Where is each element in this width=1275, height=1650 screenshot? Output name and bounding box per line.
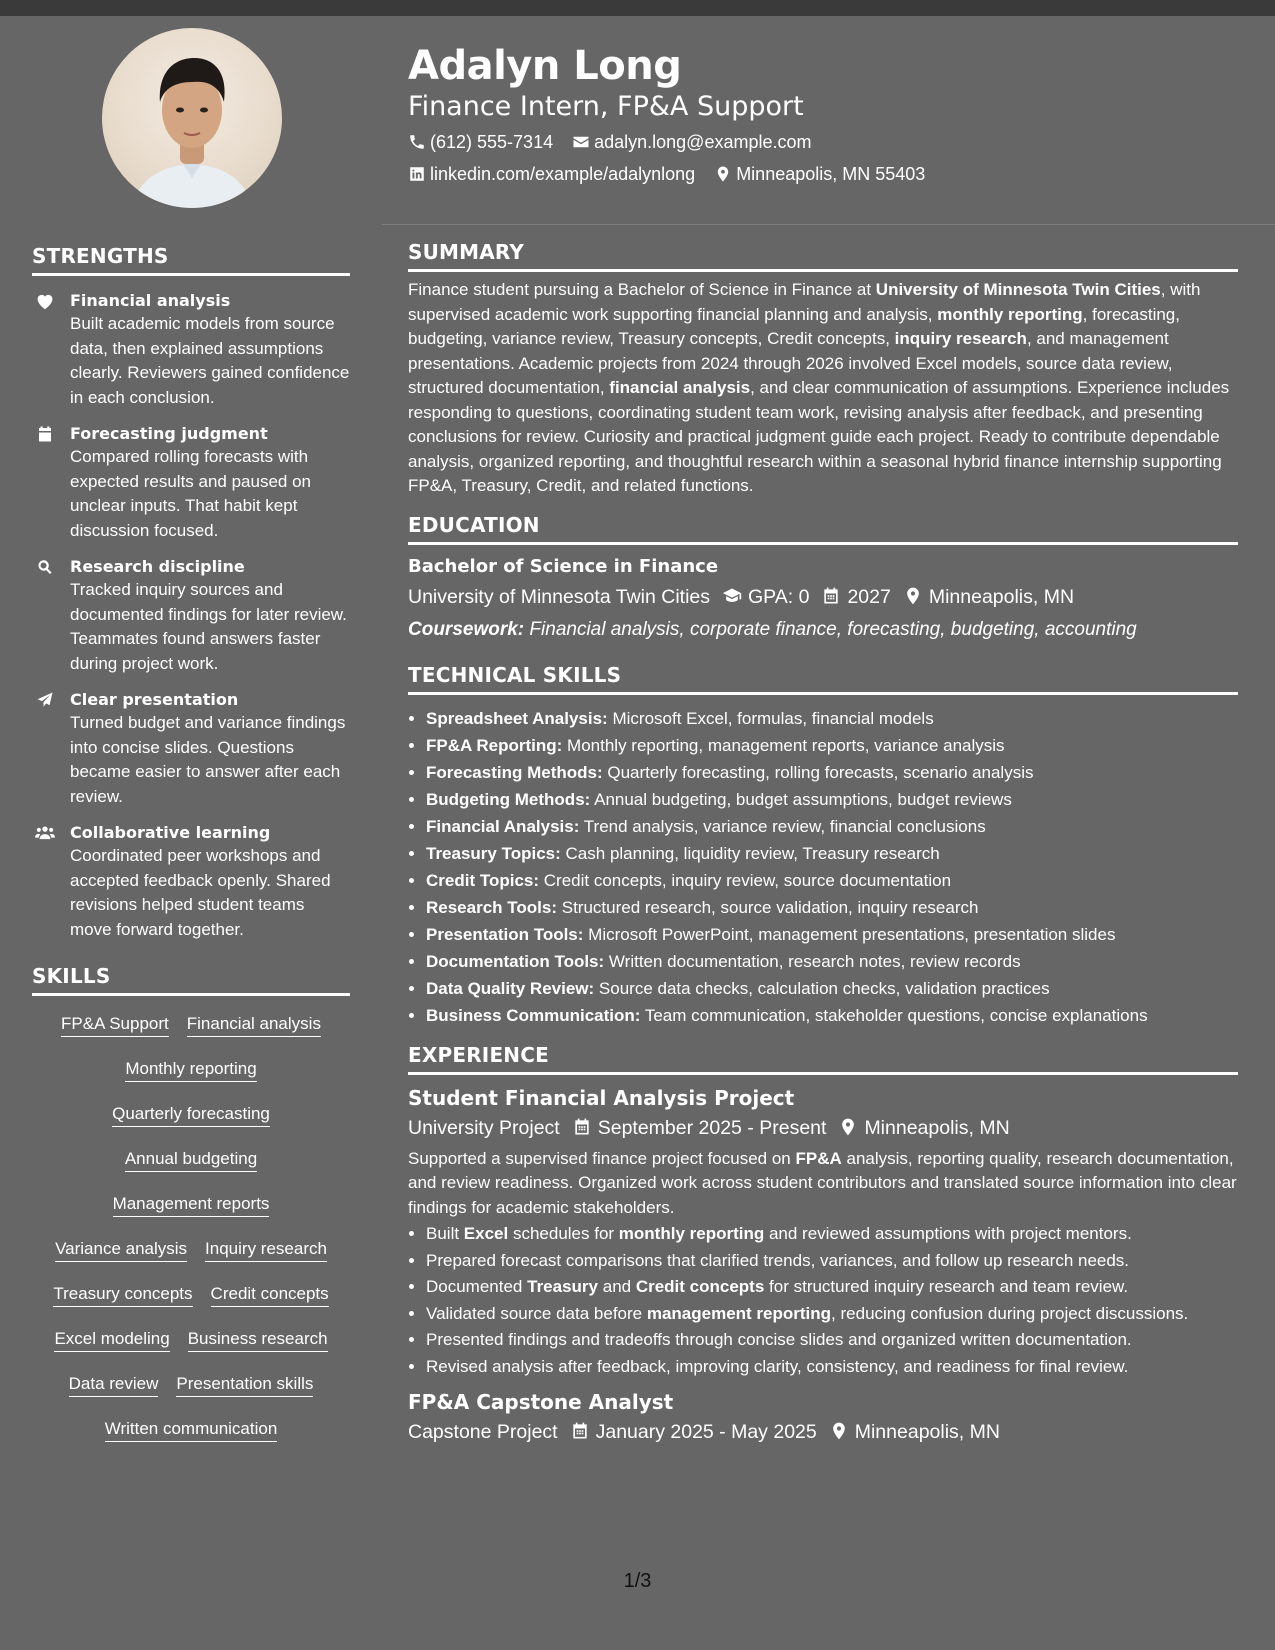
- text-run: Built: [426, 1224, 464, 1243]
- skills-row: [32, 1006, 350, 1051]
- linkedin-text[interactable]: linkedin.com/example/adalynlong: [430, 164, 696, 184]
- skill-values: Trend analysis, variance review, financial conclusions: [583, 816, 986, 836]
- skill-values: Cash planning, liquidity review, Treasury research: [565, 843, 940, 863]
- text-run: Presented findings and tradeoffs through concise slides and organized written documentation.: [426, 1330, 1132, 1349]
- skill-values: Monthly reporting, management reports, variance analysis: [567, 735, 1005, 755]
- skill-values: Team communication, stakeholder questions, concise explanations: [644, 1005, 1148, 1025]
- strength-title: Financial analysis: [70, 291, 231, 310]
- technical-skill-item: [426, 813, 1238, 840]
- coursework-label: Coursework:: [408, 618, 525, 640]
- strength-title: Collaborative learning: [70, 823, 271, 842]
- skill-chip: Management reports: [113, 1194, 270, 1217]
- job-bullet: [426, 1302, 1238, 1327]
- text-run: , and management presentations. Academic projects from 2024 through 2026 involved Excel models, source data review, structured documentation,: [408, 329, 1173, 397]
- skill-category: Research Tools:: [426, 897, 558, 917]
- job-title: FP&A Capstone Analyst: [408, 1390, 674, 1414]
- education-heading: EDUCATION: [408, 513, 1238, 545]
- technical-skill-item: [426, 732, 1238, 759]
- job-organization: University Project: [408, 1116, 560, 1139]
- technical-skill-item: [426, 840, 1238, 867]
- users-icon: [32, 822, 58, 942]
- skills-row: [32, 1186, 350, 1231]
- technical-skill-item: [426, 894, 1238, 921]
- calendar-icon: [32, 423, 58, 543]
- job-title: Student Financial Analysis Project: [408, 1085, 795, 1110]
- skill-values: Written documentation, research notes, review records: [608, 951, 1021, 971]
- skill-category: Business Communication:: [426, 1005, 641, 1025]
- emphasis-text: monthly reporting: [937, 304, 1083, 324]
- paper-plane-icon: [32, 689, 58, 809]
- header-divider: [382, 224, 1275, 225]
- text-run: analysis, reporting quality, research documentation, and review readiness. Organized work across student contributors and translated source information into clear findings for academic stakeholders.: [408, 1148, 1237, 1217]
- strengths-list: [32, 290, 350, 942]
- experience-entry: [408, 1389, 1238, 1449]
- map-pin-icon: [714, 165, 732, 183]
- school-name: University of Minnesota Twin Cities: [408, 585, 711, 608]
- job-location: Minneapolis, MN: [854, 1421, 1000, 1443]
- page-indicator: 1/3: [623, 1570, 652, 1592]
- phone-text: (612) 555-7314: [430, 132, 554, 152]
- job-bullet: [426, 1222, 1238, 1247]
- skill-category: Forecasting Methods:: [426, 762, 603, 782]
- experience-entry: [408, 1085, 1238, 1380]
- skill-values: Credit concepts, inquiry review, source documentation: [543, 870, 952, 890]
- emphasis-text: inquiry research: [894, 329, 1027, 348]
- calendar-icon: [570, 1421, 590, 1441]
- skill-category: FP&A Reporting:: [426, 735, 563, 755]
- skill-values: Annual budgeting, budget assumptions, budget reviews: [594, 789, 1012, 809]
- text-run: , forecasting, budgeting, variance review, Treasury concepts, Credit concepts,: [408, 304, 1180, 348]
- school-location: Minneapolis, MN: [928, 585, 1075, 608]
- experience-heading: EXPERIENCE: [408, 1043, 1238, 1075]
- technical-skill-item: [426, 786, 1238, 813]
- strength-item: [32, 556, 350, 676]
- skills-list: [32, 1006, 350, 1456]
- text-run: Supported a supervised finance project focused on: [408, 1148, 796, 1168]
- text-run: Prepared forecast comparisons that clarified trends, variances, and follow up research needs.: [426, 1250, 1130, 1270]
- education-details: [408, 581, 1238, 613]
- job-bullet: [426, 1249, 1238, 1274]
- job-dates: September 2025 - Present: [597, 1116, 827, 1139]
- skills-heading: SKILLS: [32, 964, 350, 996]
- skills-row: [32, 1141, 350, 1186]
- location-text: Minneapolis, MN 55403: [736, 164, 926, 184]
- skill-category: Treasury Topics:: [426, 843, 561, 863]
- skills-row: [32, 1366, 350, 1411]
- skill-values: Microsoft Excel, formulas, financial models: [612, 708, 934, 728]
- skill-category: Budgeting Methods:: [426, 789, 591, 809]
- linkedin-item[interactable]: [408, 164, 700, 184]
- emphasis-text: Treasury: [527, 1277, 599, 1296]
- job-location: Minneapolis, MN: [864, 1116, 1010, 1139]
- main-content: [408, 240, 1238, 1449]
- skill-chip: Inquiry research: [205, 1239, 327, 1262]
- technical-skill-item: [426, 705, 1238, 732]
- emphasis-text: Excel: [463, 1224, 509, 1243]
- strengths-heading: STRENGTHS: [32, 244, 350, 276]
- skill-category: Financial Analysis:: [426, 816, 580, 836]
- skill-values: Source data checks, calculation checks, validation practices: [598, 978, 1050, 998]
- text-run: Documented: [426, 1277, 528, 1296]
- skill-values: Structured research, source validation, inquiry research: [561, 897, 979, 917]
- skill-chip: Credit concepts: [211, 1284, 329, 1307]
- strength-description: Coordinated peer workshops and accepted feedback openly. Shared revisions helped student teams move forward together.: [70, 846, 331, 939]
- technical-skills-list: [408, 705, 1238, 1029]
- graduation-year: 2027: [847, 585, 891, 608]
- skill-chip: Annual budgeting: [125, 1149, 257, 1172]
- skills-row: [32, 1411, 350, 1456]
- job-meta: [408, 1415, 1238, 1449]
- skill-chip: Written communication: [105, 1419, 278, 1442]
- strength-description: Built academic models from source data, then explained assumptions clearly. Reviewers gained confidence in each conclusion.: [70, 314, 350, 407]
- technical-skill-item: [426, 867, 1238, 894]
- summary-heading: SUMMARY: [408, 240, 1238, 272]
- emphasis-text: University of Minnesota Twin Cities: [875, 280, 1161, 299]
- skills-row: [32, 1096, 350, 1141]
- text-run: and: [598, 1277, 636, 1296]
- resume-header: [408, 42, 1238, 190]
- text-run: Validated source data before: [426, 1303, 647, 1323]
- strength-item: [32, 290, 350, 410]
- job-description: [408, 1147, 1238, 1221]
- skills-row: [32, 1051, 350, 1096]
- strength-item: [32, 689, 350, 809]
- technical-skill-item: [426, 948, 1238, 975]
- envelope-icon: [572, 133, 590, 151]
- text-run: , with supervised academic work supporting financial planning and analysis,: [408, 280, 1201, 324]
- map-pin-icon: [829, 1421, 849, 1441]
- sidebar: [32, 28, 350, 1456]
- graduation-cap-icon: [722, 586, 742, 606]
- job-bullet: [426, 1275, 1238, 1300]
- location-item: [714, 164, 925, 184]
- job-organization: Capstone Project: [408, 1421, 558, 1443]
- linkedin-icon: [408, 165, 426, 183]
- technical-skill-item: [426, 1002, 1238, 1029]
- map-pin-icon: [838, 1117, 858, 1137]
- coursework: [408, 615, 1238, 645]
- summary-text: [408, 278, 1238, 499]
- technical-skills-heading: TECHNICAL SKILLS: [408, 663, 1238, 695]
- heart-icon: [32, 290, 58, 410]
- skill-values: Microsoft PowerPoint, management presentations, presentation slides: [588, 924, 1116, 944]
- emphasis-text: management reporting: [646, 1303, 832, 1323]
- text-run: schedules for: [508, 1224, 619, 1243]
- text-run: , and clear communication of assumptions. Experience includes responding to questions, coordinating student team work, revising analysis after feedback, and presenting conclusions for review. Curiosity and practical judgment guide each project. Ready to contribute dependable analysis, organized reporting, and thoughtful research within a seasonal hybrid finance internship supporting FP&A, Treasury, Credit, and related functions.: [408, 378, 1230, 495]
- calendar-icon: [821, 586, 841, 606]
- skill-values: Quarterly forecasting, rolling forecasts, scenario analysis: [607, 762, 1034, 782]
- job-bullets: [408, 1222, 1238, 1379]
- gpa-text: GPA: 0: [748, 585, 810, 608]
- skill-category: Spreadsheet Analysis:: [426, 708, 608, 728]
- skills-row: [32, 1231, 350, 1276]
- skill-chip: Excel modeling: [54, 1329, 169, 1352]
- job-bullet: [426, 1355, 1238, 1380]
- degree-title: Bachelor of Science in Finance: [408, 555, 719, 577]
- candidate-role: Finance Intern, FP&A Support: [408, 91, 804, 122]
- strength-description: Compared rolling forecasts with expected results and paused on unclear inputs. That habit kept discussion focused.: [70, 447, 312, 540]
- contact-info: [408, 126, 1238, 190]
- skill-chip: Data review: [69, 1374, 159, 1397]
- portrait-image: [102, 28, 282, 208]
- skill-chip: Business research: [188, 1329, 328, 1352]
- skill-category: Presentation Tools:: [426, 924, 584, 944]
- job-meta: [408, 1111, 1238, 1145]
- skill-chip: Presentation skills: [176, 1374, 313, 1397]
- job-bullet: [426, 1328, 1238, 1353]
- skill-category: Credit Topics:: [426, 870, 540, 890]
- skills-row: [32, 1321, 350, 1366]
- top-bar: [0, 0, 1275, 16]
- strength-title: Research discipline: [70, 557, 245, 576]
- job-dates: January 2025 - May 2025: [595, 1421, 817, 1443]
- profile-photo: [102, 28, 282, 208]
- map-pin-icon: [903, 586, 923, 606]
- emphasis-text: Credit concepts: [635, 1277, 765, 1296]
- text-run: , reducing confusion during project discussions.: [831, 1303, 1189, 1323]
- skill-category: Data Quality Review:: [426, 978, 595, 998]
- strength-title: Forecasting judgment: [70, 424, 268, 443]
- strength-item: [32, 822, 350, 942]
- candidate-name: Adalyn Long: [408, 43, 682, 89]
- text-run: Finance student pursuing a Bachelor of Science in Finance at: [408, 280, 876, 299]
- emphasis-text: FP&A: [795, 1148, 842, 1168]
- technical-skill-item: [426, 759, 1238, 786]
- text-run: and reviewed assumptions with project mentors.: [764, 1224, 1132, 1243]
- skill-chip: Financial analysis: [187, 1014, 321, 1037]
- phone-icon: [408, 133, 426, 151]
- technical-skill-item: [426, 975, 1238, 1002]
- strength-item: [32, 423, 350, 543]
- text-run: for structured inquiry research and team review.: [764, 1277, 1129, 1296]
- calendar-icon: [572, 1117, 592, 1137]
- skill-chip: Treasury concepts: [53, 1284, 192, 1307]
- email-item[interactable]: [572, 132, 811, 152]
- coursework-list: Financial analysis, corporate finance, forecasting, budgeting, accounting: [529, 618, 1137, 640]
- strength-description: Turned budget and variance findings into concise slides. Questions became easier to answer after each review.: [70, 713, 346, 806]
- skill-chip: Monthly reporting: [125, 1059, 256, 1082]
- skill-chip: FP&A Support: [61, 1014, 169, 1037]
- text-run: Revised analysis after feedback, improving clarity, consistency, and readiness for final review.: [426, 1356, 1129, 1376]
- skill-chip: Variance analysis: [55, 1239, 187, 1262]
- skill-category: Documentation Tools:: [426, 951, 605, 971]
- technical-skill-item: [426, 921, 1238, 948]
- strength-title: Clear presentation: [70, 690, 239, 709]
- emphasis-text: financial analysis: [609, 378, 751, 397]
- skill-chip: Quarterly forecasting: [112, 1104, 270, 1127]
- strength-description: Tracked inquiry sources and documented findings for later review. Teammates found answers faster during project work.: [70, 580, 347, 673]
- phone-item: [408, 132, 558, 152]
- skills-row: [32, 1276, 350, 1321]
- search-icon: [32, 556, 58, 676]
- experience-list: [408, 1085, 1238, 1450]
- email-text[interactable]: adalyn.long@example.com: [594, 132, 812, 152]
- emphasis-text: monthly reporting: [618, 1224, 765, 1243]
